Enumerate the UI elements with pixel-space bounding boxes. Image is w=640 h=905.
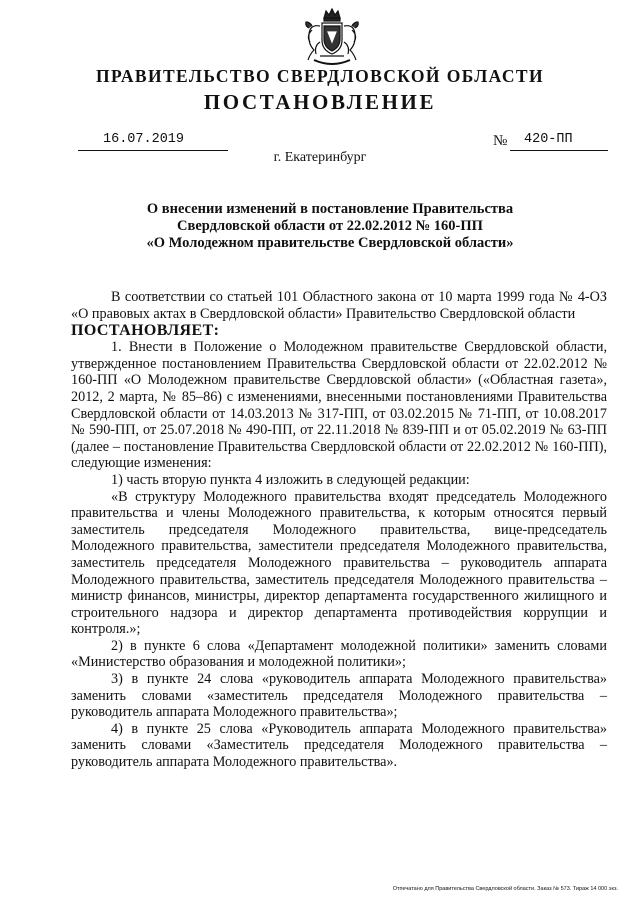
document-number: 420-ПП — [524, 132, 573, 147]
subitem-paragraph: 1) часть вторую пункта 4 изложить в следующей редакции: — [111, 471, 470, 488]
title-line: «О Молодежном правительстве Свердловской области» — [146, 235, 514, 251]
quote-paragraph: «В структуру Молодежного правительства входят председатель Молодежного правительства и члены Молодежного правительства, к которым относятся первый заместитель председателя Молодежного правительства, вице-председатель Молодежного правительства, заместители председателя Молодежного правительства, заместитель председателя Молодежного правительства – руководитель аппарата Молодежного правительства, заместитель председателя Молодежного правительства – министр финансов, министры, директор департамента государственного жилищного и строительного надзора и директор департамента противодействия коррупции и контроля.»; — [71, 488, 607, 638]
decree-heading: ПОСТАНОВЛЯЕТ: — [71, 322, 220, 340]
preamble-paragraph: В соответствии со статьей 101 Областного закона от 10 марта 1999 года № 4-ОЗ «О правовых актах в Свердловской области» Правительство Свердловской области — [71, 289, 607, 322]
coat-of-arms-emblem-icon — [300, 6, 364, 70]
document-kind: ПОСТАНОВЛЕНИЕ — [203, 90, 437, 114]
subitem-paragraph: 2) в пункте 6 слова «Департамент молодежной политики» заменить словами «Министерство образования и молодежной политики»; — [71, 637, 607, 671]
title-line: О внесении изменений в постановление Правительства — [146, 201, 514, 217]
subitem-paragraph: 3) в пункте 24 слова «руководитель аппарата Молодежного правительства» заменить словами «заместитель председателя Молодежного правительства – руководитель аппарата Молодежного правительства»; — [71, 671, 607, 721]
city-name: г. Екатеринбург — [273, 150, 367, 165]
subitem-paragraph: 4) в пункте 25 слова «Руководитель аппарата Молодежного правительства» заменить словами «Заместитель председателя Молодежного правительства – руководитель аппарата Молодежного правительства». — [71, 720, 607, 771]
government-name: ПРАВИТЕЛЬСТВО СВЕРДЛОВСКОЙ ОБЛАСТИ — [96, 66, 544, 86]
number-label: № — [493, 133, 508, 149]
document-body — [71, 289, 607, 771]
print-note: Отпечатано для Правительства Свердловской области. Заказ № 573. Тираж 14 000 экз. — [392, 886, 618, 892]
document-date: 16.07.2019 — [103, 132, 185, 147]
item-paragraph: 1. Внести в Положение о Молодежном правительстве Свердловской области, утвержденное постановлением Правительства Свердловской области от 22.02.2012 № 160-ПП «О Молодежном правительстве Свердловской области» («Областная газета», 2012, 2 марта, № 85–86) с изменениями, внесенными постановлениями Правительства Свердловской области от 14.03.2013 № 317-ПП, от 03.02.2015 № 71-ПП, от 10.08.2017 № 590-ПП, от 25.07.2018 № 490-ПП, от 22.11.2018 № 839-ПП и от 05.02.2019 № 63-ПП (далее – постановление Правительства Свердловской области от 22.02.2012 № 160-ПП), следующие изменения: — [71, 339, 607, 472]
title-line: Свердловской области от 22.02.2012 № 160-ПП — [177, 218, 483, 234]
document-title — [60, 201, 600, 252]
